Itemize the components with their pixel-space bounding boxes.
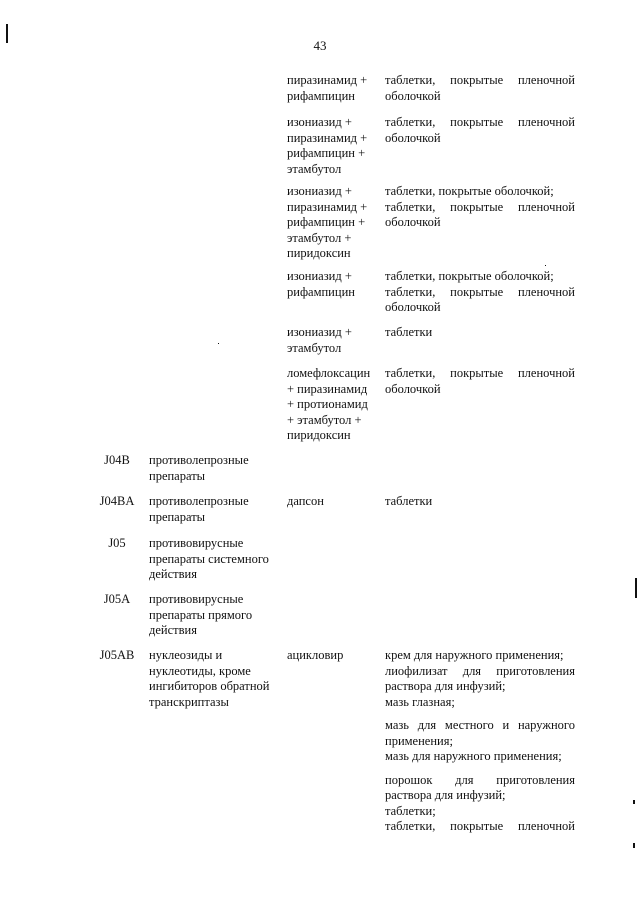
dosage-form-line: таблетки, покрытые оболочкой; <box>385 184 554 198</box>
group-name-line: противолепрозные <box>149 453 249 467</box>
drug-name-line: рифампицин <box>287 284 355 299</box>
drug-name-line: этамбутол <box>287 340 342 355</box>
atc-code-line: J05A <box>103 592 131 606</box>
scan-dot-4 <box>545 265 546 266</box>
drug-name <box>287 494 377 510</box>
drug-name-line: ацикловир <box>287 648 344 662</box>
group-name <box>149 536 277 583</box>
dosage-form-line: таблетки, покрытые пленочной <box>385 366 575 380</box>
group-name-line: действия <box>149 567 197 581</box>
dosage-form-line: таблетки, покрытые оболочкой; <box>385 269 554 283</box>
scan-dot-3 <box>218 343 219 344</box>
group-name-line: противовирусные <box>149 592 244 606</box>
dosage-form-line: раствора для инфузий; <box>385 788 506 802</box>
dosage-form-line: мазь глазная; <box>385 694 455 709</box>
dosage-forms <box>385 73 575 104</box>
dosage-form-line: оболочкой <box>385 215 441 229</box>
drug-name-line: изониазид + <box>287 184 352 198</box>
dosage-forms <box>385 325 575 341</box>
dosage-forms <box>385 366 575 397</box>
drug-name <box>287 184 377 262</box>
drug-name <box>287 648 377 664</box>
dosage-form-line: таблетки, покрытые пленочной <box>385 284 575 299</box>
drug-name-line: изониазид + <box>287 325 352 339</box>
drug-name-line: изониазид + <box>287 269 352 283</box>
atc-code <box>95 453 139 469</box>
dosage-forms <box>385 648 575 835</box>
dosage-form-line: таблетки; <box>385 803 436 818</box>
drug-name <box>287 366 377 444</box>
drug-name-line: изониазид + <box>287 115 352 129</box>
drug-name-line: рифампицин + <box>287 215 366 229</box>
group-name-line: препараты <box>149 509 206 524</box>
drug-name-line: пиридоксин <box>287 246 351 260</box>
drug-name-line: этамбутол + <box>287 230 352 245</box>
atc-code-line: J04BA <box>99 494 135 508</box>
atc-code <box>95 592 139 608</box>
block-gap <box>385 765 575 773</box>
page-number: 43 <box>313 38 327 53</box>
dosage-forms <box>385 269 575 316</box>
group-name-line: транскриптазы <box>149 694 229 709</box>
group-name <box>149 592 277 639</box>
group-name <box>149 453 277 484</box>
drug-name-line: пиразинамид + <box>287 130 368 145</box>
drug-name-line: + протионамид <box>287 397 368 411</box>
drug-name-line: дапсон <box>287 494 324 508</box>
group-name-line: нуклеотиды, кроме <box>149 663 251 678</box>
dosage-form-line: таблетки, покрытые пленочной <box>385 73 575 87</box>
group-name-line: нуклеозиды и <box>149 648 223 662</box>
dosage-forms <box>385 115 575 146</box>
drug-name <box>287 325 377 356</box>
scan-mark-left <box>6 24 8 43</box>
dosage-form-line: мазь для наружного применения; <box>385 749 562 763</box>
group-name <box>149 494 277 525</box>
dosage-form-line: таблетки <box>385 494 433 508</box>
group-name-line: препараты прямого <box>149 607 253 622</box>
drug-name-line: + этамбутол + <box>287 412 362 427</box>
scan-dot-1 <box>633 800 635 804</box>
atc-code <box>95 648 139 664</box>
drug-name-line: + пиразинамид <box>287 381 368 396</box>
dosage-form-line: таблетки, покрытые пленочной <box>385 199 575 214</box>
dosage-form-line: мазь для местного и наружного <box>385 718 575 732</box>
scan-mark-right <box>635 578 637 598</box>
group-name-line: противолепрозные <box>149 494 249 508</box>
drug-name-line: пиразинамид + <box>287 199 368 214</box>
drug-name-line: пиразинамид + <box>287 73 368 87</box>
dosage-form-line: оболочкой <box>385 381 441 396</box>
block-gap <box>385 710 575 718</box>
dosage-form-line: таблетки, покрытые пленочной <box>385 115 575 129</box>
drug-name-line: пиридоксин <box>287 428 351 442</box>
dosage-form-line: порошок для приготовления <box>385 772 575 787</box>
group-name-line: препараты <box>149 468 206 483</box>
group-name-line: действия <box>149 623 197 637</box>
dosage-form-line: таблетки <box>385 325 433 339</box>
group-name-line: препараты системного <box>149 551 269 566</box>
drug-name <box>287 269 377 300</box>
dosage-form-line: раствора для инфузий; <box>385 679 506 693</box>
group-name-line: противовирусные <box>149 536 244 550</box>
dosage-form-line: оболочкой <box>385 300 441 314</box>
drug-name-line: рифампицин + <box>287 146 366 160</box>
dosage-form-line: лиофилизат для приготовления <box>385 663 575 678</box>
dosage-form-line: оболочкой <box>385 88 441 103</box>
dosage-forms <box>385 494 575 510</box>
drug-name-line: рифампицин <box>287 88 355 103</box>
dosage-form-line: таблетки, покрытые пленочной <box>385 819 575 833</box>
drug-name <box>287 73 377 104</box>
group-name <box>149 648 277 710</box>
atc-code-line: J04B <box>104 453 130 467</box>
dosage-form-line: крем для наружного применения; <box>385 648 564 662</box>
dosage-form-line: применения; <box>385 733 453 748</box>
atc-code <box>95 494 139 510</box>
dosage-form-line: оболочкой <box>385 130 441 145</box>
group-name-line: ингибиторов обратной <box>149 679 270 693</box>
scan-dot-2 <box>633 843 635 848</box>
drug-name <box>287 115 377 177</box>
drug-name-line: этамбутол <box>287 161 342 176</box>
drug-name-line: ломефлоксацин <box>287 366 371 380</box>
atc-code-line: J05AB <box>99 648 135 662</box>
atc-code <box>95 536 139 552</box>
dosage-forms <box>385 184 575 231</box>
atc-code-line: J05 <box>108 536 126 550</box>
